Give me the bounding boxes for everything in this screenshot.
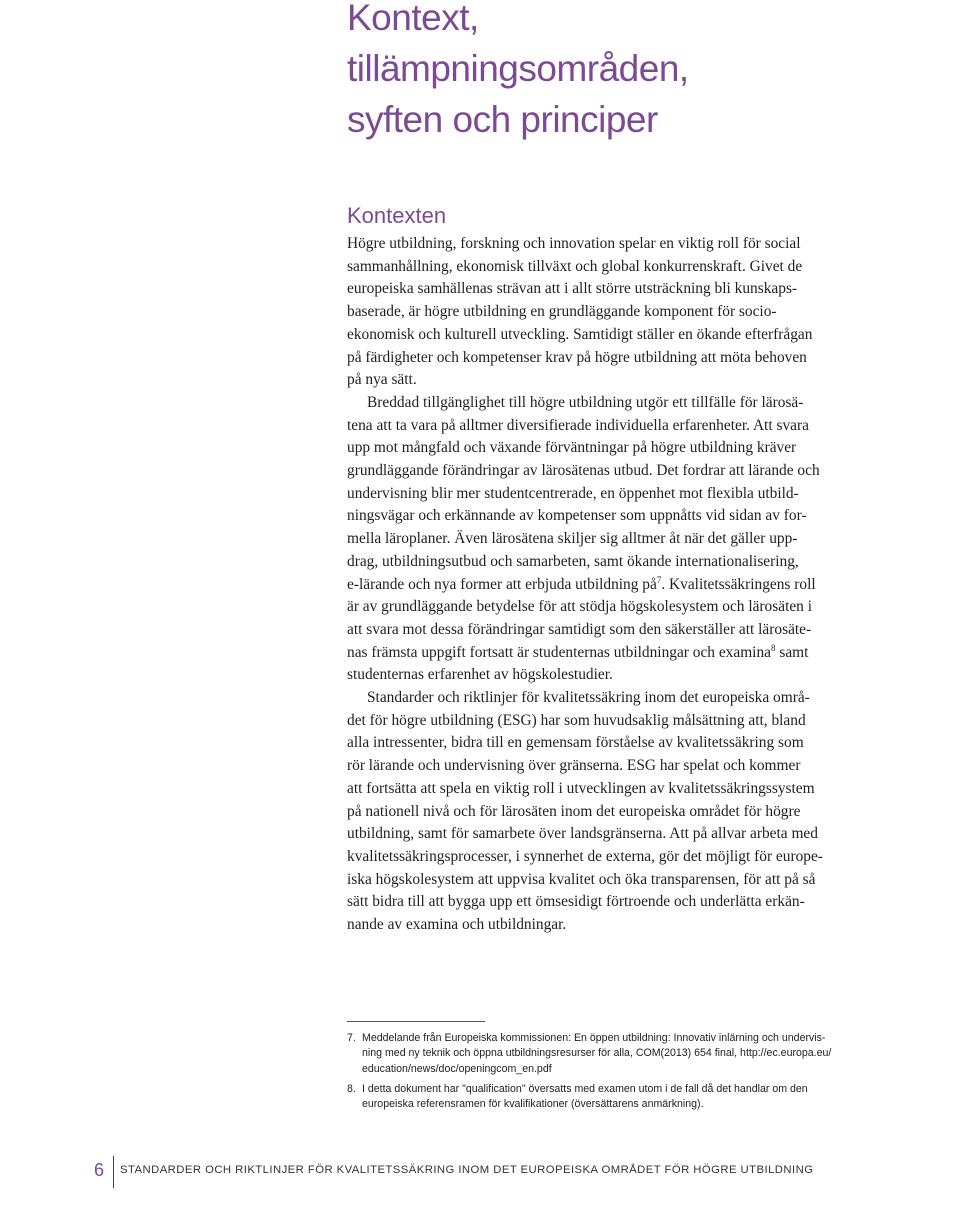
- footnote-line[interactable]: ning med ny teknik och öppna utbildningsresurser för alla, COM(2013) 654 final, http://ec.europa.eu/: [362, 1047, 832, 1060]
- page-title: [347, 0, 947, 145]
- text-line: [347, 574, 877, 597]
- running-title: STANDARDER OCH RIKTLINJER FÖR KVALITETSSÄKRING INOM DET EUROPEISKA OMRÅDET FÖR HÖGRE UTBILDNING: [120, 1164, 814, 1176]
- text-line: utbildning, samt för samarbete över landsgränserna. Att på allvar arbeta med: [347, 825, 818, 843]
- text-line: ningsvägar och erkännande av kompetenser som uppnåtts vid sidan av for-: [347, 507, 807, 525]
- text-line: på färdigheter och kompetenser krav på högre utbildning att möta behoven: [347, 348, 807, 366]
- footnote-line[interactable]: education/news/doc/openingcom_en.pdf: [362, 1062, 552, 1075]
- footnote-number: 7.: [347, 1032, 356, 1044]
- page-number: 6: [93, 1160, 104, 1180]
- text-line: alla intressenter, bidra till en gemensam förståelse av kvalitetssäkring som: [347, 734, 804, 752]
- text-line: på nya sätt.: [347, 371, 417, 389]
- footnote-number: 8.: [347, 1082, 356, 1095]
- title-line: syften och principer: [347, 99, 658, 140]
- text-line: [347, 642, 877, 665]
- text-line: kvalitetssäkringsprocesser, i synnerhet de externa, gör det möjligt för europe-: [347, 847, 823, 865]
- text-line: ekonomisk och kulturell utveckling. Samtidigt ställer en ökande efterfrågan: [347, 325, 813, 343]
- footnote-text: [362, 1031, 831, 1077]
- footnote-8: [347, 1082, 872, 1113]
- footnote-ref-8[interactable]: 8: [770, 642, 776, 653]
- paragraph-3: [347, 687, 877, 937]
- footnote-line: europeiska referensramen för kvalifikationer (översättarens anmärkning).: [362, 1098, 704, 1111]
- text-line: nande av examina och utbildningar.: [347, 916, 567, 934]
- text-line: sammanhållning, ekonomisk tillväxt och global konkurrenskraft. Givet de: [347, 257, 803, 275]
- footnote-7: [347, 1031, 872, 1077]
- text-line: tena att ta vara på alltmer diversifierade individuella erfarenheter. Att svara: [347, 416, 809, 434]
- page-footer: [0, 1156, 960, 1190]
- title-line: tillämpningsområden,: [347, 48, 689, 89]
- text-line: att fortsätta att spela en viktig roll i utvecklingen av kvalitetssäkringssystem: [347, 779, 815, 797]
- text-line: det för högre utbildning (ESG) har som huvudsaklig målsättning att, bland: [347, 711, 806, 729]
- text-line: grundläggande förändringar av lärosätenas utbud. Det fordrar att lärande och: [347, 462, 820, 480]
- text-line: rör lärande och undervisning över gränserna. ESG har spelat och kommer: [347, 757, 801, 775]
- paragraph-2: [347, 392, 877, 687]
- text-line: Breddad tillgänglighet till högre utbildning utgör ett tillfälle för lärosä-: [367, 393, 804, 411]
- text-segment: . Kvalitetssäkringens roll: [661, 575, 816, 593]
- section-heading: Kontexten: [347, 203, 447, 228]
- text-segment: nas främsta uppgift fortsatt är studenternas utbildningar och examina: [347, 643, 771, 661]
- footer-divider: [113, 1156, 114, 1188]
- text-line: iska högskolesystem att uppvisa kvalitet och öka transparensen, för att på så: [347, 870, 816, 888]
- text-line: Standarder och riktlinjer för kvalitetssäkring inom det europeiska områ-: [367, 689, 810, 707]
- text-line: drag, utbildningsutbud och samarbeten, samt ökande internationalisering,: [347, 552, 799, 570]
- footnotes: [347, 1031, 872, 1117]
- text-line: Högre utbildning, forskning och innovation spelar en viktig roll för social: [347, 235, 801, 252]
- text-segment: samt: [775, 643, 809, 661]
- text-line: undervisning blir mer studentcentrerade, en öppenhet mot flexibla utbild-: [347, 484, 799, 502]
- text-line: baserade, är högre utbildning en grundläggande komponent för socio-: [347, 303, 777, 321]
- title-line: Kontext,: [347, 0, 479, 38]
- text-line: europeiska samhällenas strävan att i allt större utsträckning bli kunskaps-: [347, 280, 798, 298]
- footnote-text: [362, 1082, 808, 1113]
- text-line: att svara mot dessa förändringar samtidigt som den säkerställer att lärosäte-: [347, 620, 812, 638]
- body-text: [347, 233, 877, 937]
- text-line: upp mot mångfald och växande förväntningar på högre utbildning kräver: [347, 439, 797, 457]
- text-segment: e-lärande och nya former att erbjuda utbildning på: [347, 575, 657, 593]
- text-line: mella läroplaner. Även lärosätena skiljer sig alltmer åt när det gäller upp-: [347, 530, 798, 548]
- text-line: studenternas erfarenhet av högskolestudier.: [347, 666, 613, 684]
- footnote-ref-7[interactable]: 7: [656, 574, 662, 585]
- paragraph-1: [347, 233, 877, 392]
- footnote-divider: [347, 1021, 485, 1022]
- footnote-line: I detta dokument har "qualification" översatts med examen utom i de fall då det handlar om den: [362, 1082, 808, 1095]
- text-line: är av grundläggande betydelse för att stödja högskolesystem och lärosäten i: [347, 598, 813, 616]
- footnote-line: Meddelande från Europeiska kommissionen: En öppen utbildning: Innovativ inlärning och undervis-: [362, 1032, 826, 1044]
- text-line: på nationell nivå och för lärosäten inom det europeiska området för högre: [347, 802, 801, 820]
- text-line: sätt bidra till att bygga upp ett ömsesidigt förtroende och underlätta erkän-: [347, 893, 805, 911]
